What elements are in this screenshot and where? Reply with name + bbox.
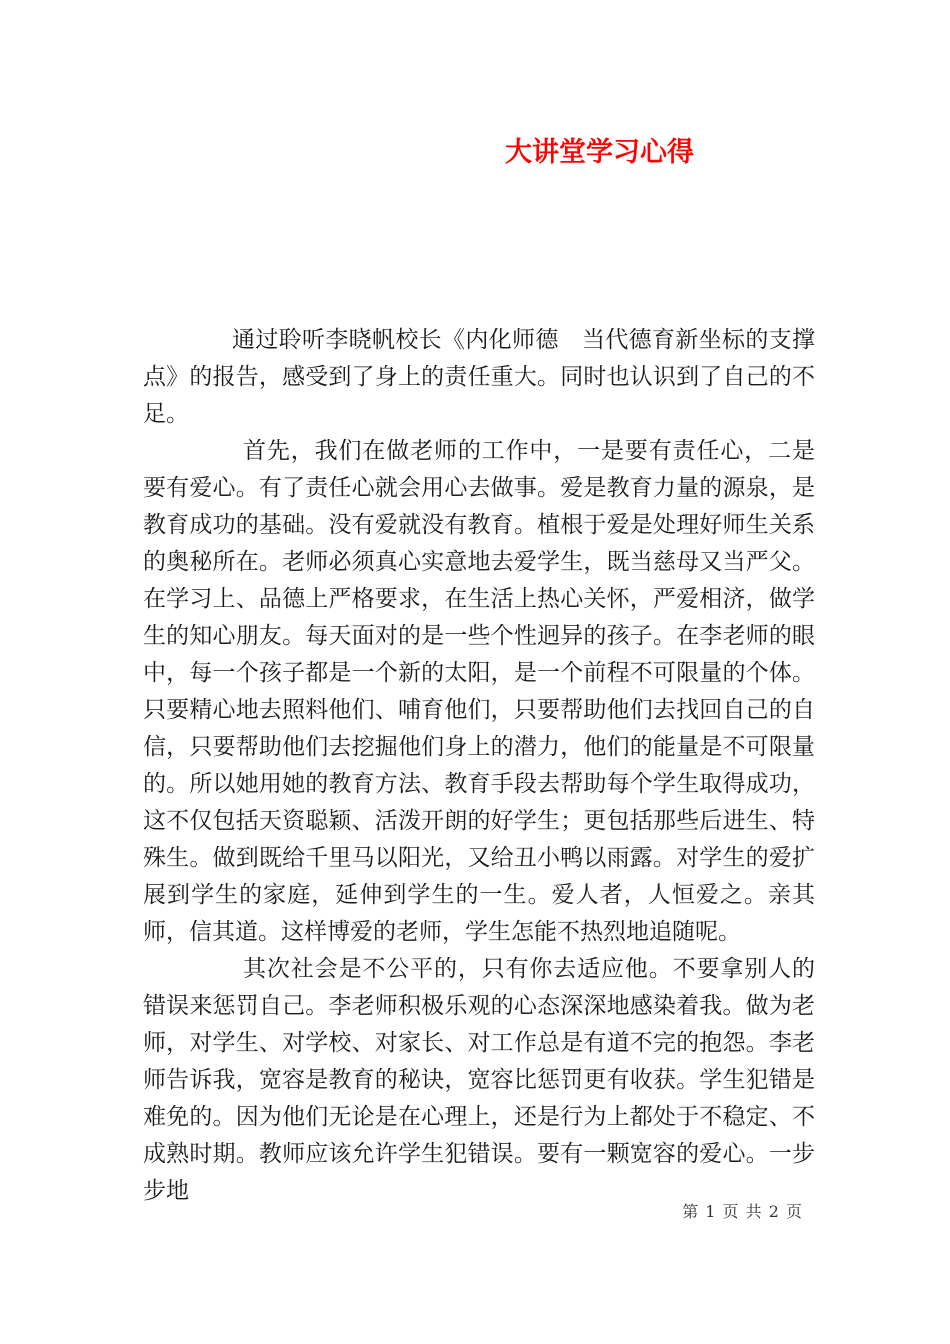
document-body: [143, 322, 815, 1210]
body-paragraph-1: 通过聆听李晓帆校长《内化师德 当代德育新坐标的支撑点》的报告，感受到了身上的责任重大。同时也认识到了自己的不足。: [143, 327, 815, 427]
page-footer: [143, 1199, 803, 1222]
body-paragraph-2: 首先，我们在做老师的工作中，一是要有责任心，二是要有爱心。有了责任心就会用心去做事。爱是教育力量的源泉，是教育成功的基础。没有爱就没有教育。植根于爱是处理好师生关系的奥秘所在。老师必须真心实意地去爱学生，既当慈母又当严父。在学习上、品德上严格要求，在生活上热心关怀，严爱相济，做学生的知心朋友。每天面对的是一些个性迥异的孩子。在李老师的眼中，每一个孩子都是一个新的太阳，是一个前程不可限量的个体。只要精心地去照料他们、哺育他们，只要帮助他们去找回自己的自信，只要帮助他们去挖掘他们身上的潜力，他们的能量是不可限量的。所以她用她的教育方法、教育手段去帮助每个学生取得成功，这不仅包括天资聪颖、活泼开朗的好学生；更包括那些后进生、特殊生。做到既给千里马以阳光，又给丑小鸭以雨露。对学生的爱扩展到学生的家庭，延伸到学生的一生。爱人者，人恒爱之。亲其师，信其道。这样博爱的老师，学生怎能不热烈地追随呢。: [143, 438, 815, 945]
body-paragraph-3: 其次社会是不公平的，只有你去适应他。不要拿别人的错误来惩罚自己。李老师积极乐观的心态深深地感染着我。做为老师，对学生、对学校、对家长、对工作总是有道不完的抱怨。李老师告诉我，宽容是教育的秘诀，宽容比惩罚更有收获。学生犯错是难免的。因为他们无论是在心理上，还是行为上都处于不稳定、不成熟时期。教师应该允许学生犯错误。要有一颗宽容的爱心。一步步地: [143, 956, 815, 1204]
document-title: 大讲堂学习心得: [505, 137, 694, 168]
page-number-label: 第 1 页 共 2 页: [682, 1202, 803, 1221]
